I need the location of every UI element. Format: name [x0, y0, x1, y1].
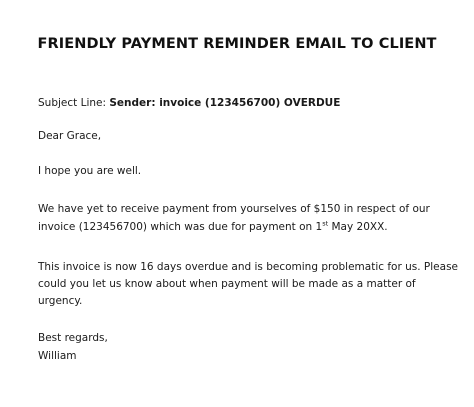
payment-text-before: invoice (123456700) which was due for payment on 1: [38, 221, 323, 233]
paragraph-overdue-line-3: urgency.: [38, 295, 83, 307]
paragraph-overdue-line-2: could you let us know about when payment will be made as a matter of: [38, 278, 416, 290]
greeting: Dear Grace,: [38, 130, 102, 142]
paragraph-overdue-line-1: This invoice is now 16 days overdue and is becoming problematic for us. Please: [38, 261, 459, 273]
subject-label: Subject Line:: [38, 97, 110, 109]
signature: William: [38, 350, 77, 362]
closing: Best regards,: [38, 332, 108, 344]
paragraph-wellbeing: I hope you are well.: [38, 165, 142, 177]
subject-value: Sender: invoice (123456700) OVERDUE: [109, 97, 341, 109]
paragraph-payment-line-1: We have yet to receive payment from yourselves of $150 in respect of our: [38, 203, 430, 215]
paragraph-payment-line-2: [38, 220, 388, 234]
ordinal-suffix: st: [322, 219, 329, 228]
payment-text-after: May 20XX.: [328, 221, 388, 233]
document-title: FRIENDLY PAYMENT REMINDER EMAIL TO CLIENT: [37, 36, 437, 52]
subject-line: [38, 96, 340, 110]
